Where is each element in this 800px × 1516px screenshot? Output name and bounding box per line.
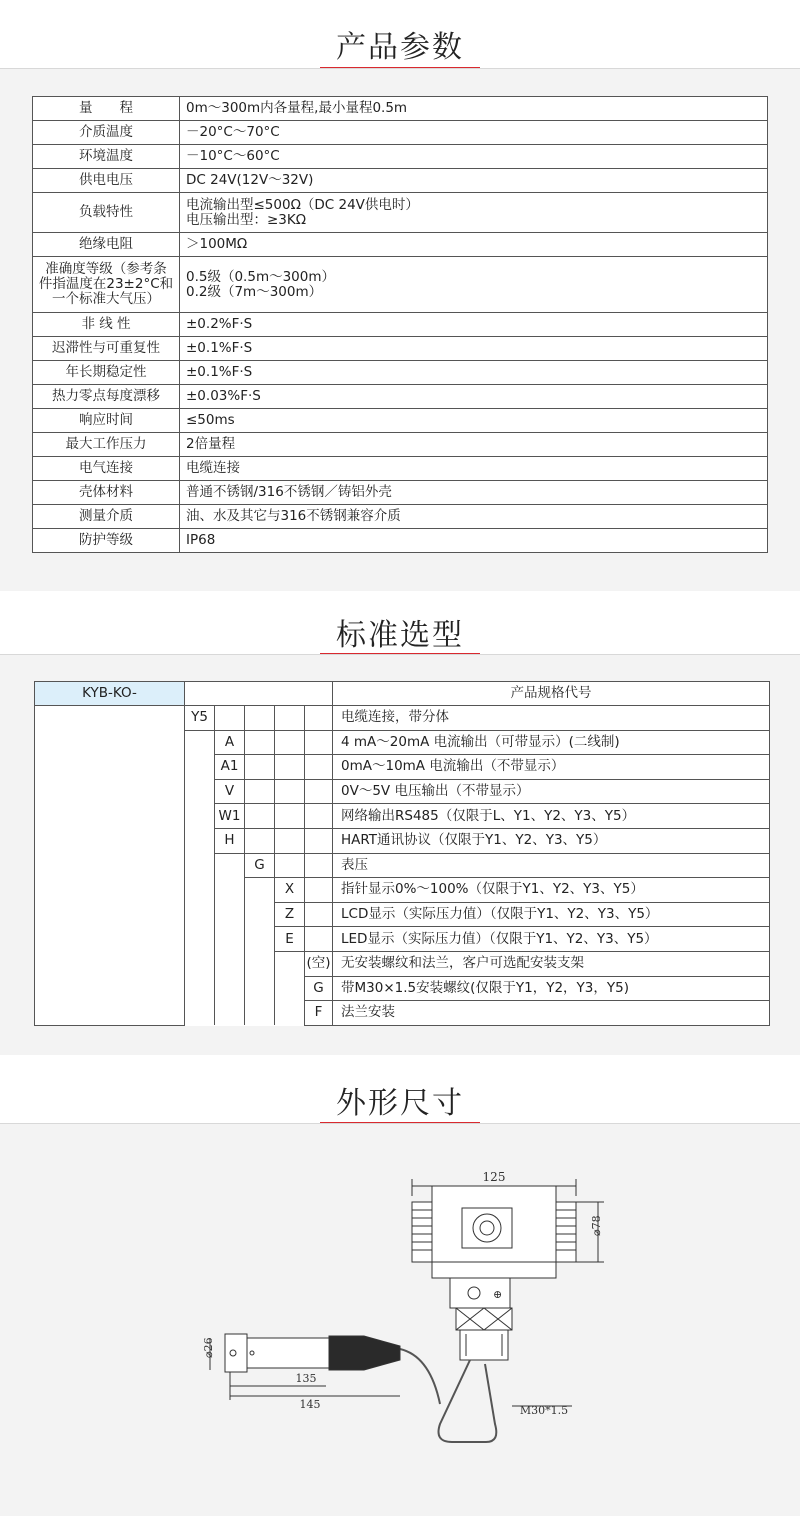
- empty-code-cell: [185, 902, 215, 927]
- param-value-line: 2倍量程: [186, 436, 236, 452]
- code-desc: 4 mA～20mA 电流输出（可带显示）(二线制): [333, 730, 770, 755]
- param-name: [33, 313, 180, 337]
- empty-code-cell: [185, 804, 215, 829]
- desc-header: 产品规格代号: [333, 682, 770, 706]
- empty-code-cell: [245, 730, 275, 755]
- param-name-line: 防护等级: [79, 532, 133, 548]
- empty-code-cell: [245, 755, 275, 780]
- empty-code-cell: [215, 878, 245, 903]
- empty-code-cell: [245, 878, 275, 903]
- param-value-line: 0.5级（0.5m～300m）: [186, 268, 336, 285]
- param-name-line: 测量介质: [79, 508, 133, 524]
- param-value-line: IP68: [186, 532, 216, 548]
- param-name: [33, 121, 180, 145]
- empty-code-cell: [185, 951, 215, 976]
- code-desc: 0V～5V 电压输出（不带显示）: [333, 779, 770, 804]
- param-name: [33, 337, 180, 361]
- code-desc: 表压: [333, 853, 770, 878]
- code-cell: X: [275, 878, 305, 903]
- param-name: [33, 145, 180, 169]
- empty-code-cell: [275, 730, 305, 755]
- code-cell: Z: [275, 902, 305, 927]
- dim-thread: M30*1.5: [519, 1404, 569, 1417]
- param-name: [33, 433, 180, 457]
- empty-code-cell: [245, 828, 275, 853]
- code-cell: H: [215, 828, 245, 853]
- empty-code-cell: [305, 927, 333, 952]
- param-value-line: 0.2级（7m～300m）: [186, 283, 323, 300]
- empty-code-cell: [245, 902, 275, 927]
- param-value-line: 油、水及其它与316不锈钢兼容介质: [186, 508, 401, 524]
- params-row: [33, 257, 768, 313]
- empty-code-cell: [245, 706, 275, 731]
- params-row: [33, 193, 768, 233]
- param-value-line: ±0.03%F·S: [186, 388, 261, 404]
- param-name: [33, 193, 180, 233]
- param-name-line: 环境温度: [79, 148, 133, 164]
- params-row: [33, 337, 768, 361]
- param-value: [180, 481, 768, 505]
- empty-code-cell: [305, 828, 333, 853]
- pressure-probe: [225, 1334, 400, 1372]
- params-row: [33, 313, 768, 337]
- param-value: [180, 121, 768, 145]
- params-row: [33, 169, 768, 193]
- param-name: [33, 481, 180, 505]
- empty-code-cell: [305, 706, 333, 731]
- empty-code-cell: [215, 976, 245, 1001]
- empty-code-cell: [245, 951, 275, 976]
- empty-code-cell: [305, 853, 333, 878]
- empty-code-cell: [215, 706, 245, 731]
- param-value-line: 电缆连接: [186, 460, 240, 476]
- param-name-line: 非 线 性: [81, 316, 131, 332]
- empty-code-cell: [215, 902, 245, 927]
- param-name-line: 负载特性: [79, 204, 133, 220]
- empty-code-cell: [185, 976, 215, 1001]
- param-value-line: ＞100MΩ: [186, 236, 248, 252]
- code-cell: (空): [305, 951, 333, 976]
- empty-code-cell: [275, 804, 305, 829]
- param-value: [180, 433, 768, 457]
- params-row: [33, 121, 768, 145]
- param-name: [33, 385, 180, 409]
- selection-header-row: [35, 682, 770, 706]
- dimension-drawing: [0, 1124, 800, 1515]
- empty-code-cell: [185, 878, 215, 903]
- empty-code-cell: [275, 755, 305, 780]
- empty-code-cell: [245, 976, 275, 1001]
- empty-code-cell: [185, 1001, 215, 1026]
- param-value: [180, 193, 768, 233]
- param-value: [180, 97, 768, 121]
- param-name-line: 件指温度在23±2°C和: [38, 276, 174, 292]
- code-desc: 带M30×1.5安装螺纹(仅限于Y1，Y2，Y3，Y5): [333, 976, 770, 1001]
- selection-row: [35, 706, 770, 731]
- dim-dia-26: ⌀26: [202, 1337, 215, 1358]
- empty-code-cell: [305, 755, 333, 780]
- params-row: [33, 529, 768, 553]
- param-value: [180, 313, 768, 337]
- params-row: [33, 385, 768, 409]
- params-section-title: 产品参数: [336, 30, 464, 65]
- select-section-title: 标准选型: [336, 618, 464, 653]
- param-name: [33, 529, 180, 553]
- param-value: [180, 409, 768, 433]
- empty-code-cell: [245, 779, 275, 804]
- dims-section-title: 外形尺寸: [336, 1086, 464, 1121]
- param-value-line: 普通不锈钢/316不锈钢／铸铝外壳: [186, 484, 392, 500]
- param-value: [180, 233, 768, 257]
- selection-table: [34, 681, 770, 1026]
- dim-len-135: 135: [295, 1372, 317, 1385]
- empty-code-cell: [275, 853, 305, 878]
- params-row: [33, 505, 768, 529]
- param-value-line: 电压输出型：≥3KΩ: [186, 211, 307, 228]
- params-row: [33, 233, 768, 257]
- code-desc: 法兰安装: [333, 1001, 770, 1026]
- header-blank: [185, 682, 333, 706]
- model-code: KYB-KO-: [35, 682, 185, 706]
- param-name-line: 电气连接: [79, 460, 133, 476]
- param-name-line: 准确度等级（参考条: [45, 261, 167, 277]
- param-value-line: ±0.1%F·S: [186, 340, 253, 356]
- empty-code-cell: [275, 1001, 305, 1026]
- param-value-line: ≤50ms: [186, 412, 235, 428]
- param-value: [180, 361, 768, 385]
- code-cell: V: [215, 779, 245, 804]
- empty-code-cell: [275, 779, 305, 804]
- param-name-line: 最大工作压力: [65, 436, 147, 452]
- selection-table-body: [35, 682, 770, 1026]
- empty-code-cell: [275, 828, 305, 853]
- params-row: [33, 433, 768, 457]
- empty-code-cell: [245, 804, 275, 829]
- param-value-line: DC 24V(12V～32V): [186, 172, 314, 188]
- code-desc: 电缆连接，带分体: [333, 706, 770, 731]
- code-cell: G: [305, 976, 333, 1001]
- param-value-line: ±0.1%F·S: [186, 364, 253, 380]
- code-cell: G: [245, 853, 275, 878]
- empty-code-cell: [215, 927, 245, 952]
- params-row: [33, 145, 768, 169]
- empty-code-cell: [215, 1001, 245, 1026]
- params-row: [33, 481, 768, 505]
- param-value-line: －20°C～70°C: [186, 124, 280, 140]
- param-name-line: 介质温度: [79, 124, 133, 140]
- param-value-line: ±0.2%F·S: [186, 316, 253, 332]
- code-desc: LED显示（实际压力值）（仅限于Y1、Y2、Y3、Y5）: [333, 927, 770, 952]
- code-cell: F: [305, 1001, 333, 1026]
- param-name-line: 年长期稳定性: [65, 364, 147, 380]
- param-name: [33, 361, 180, 385]
- code-cell: W1: [215, 804, 245, 829]
- empty-code-cell: [275, 951, 305, 976]
- param-name-line: 响应时间: [79, 412, 133, 428]
- param-value: [180, 145, 768, 169]
- empty-code-cell: [185, 853, 215, 878]
- param-name-line: 热力零点每度漂移: [52, 388, 160, 404]
- params-row: [33, 409, 768, 433]
- code-desc: 指针显示0%～100%（仅限于Y1、Y2、Y3、Y5）: [333, 878, 770, 903]
- param-name-line: 绝缘电阻: [79, 236, 133, 252]
- param-value: [180, 257, 768, 313]
- param-name: [33, 409, 180, 433]
- param-value-line: －10°C～60°C: [186, 148, 280, 164]
- empty-code-cell: [185, 755, 215, 780]
- param-name-line: 量 程: [79, 100, 133, 116]
- param-value: [180, 529, 768, 553]
- param-value: [180, 457, 768, 481]
- empty-code-cell: [185, 730, 215, 755]
- code-desc: LCD显示（实际压力值）（仅限于Y1、Y2、Y3、Y5）: [333, 902, 770, 927]
- param-value-line: 0m～300m内各量程,最小量程0.5m: [186, 100, 408, 116]
- cable: [439, 1360, 497, 1442]
- param-name: [33, 97, 180, 121]
- empty-code-cell: [305, 779, 333, 804]
- dim-width-125: 125: [482, 1170, 506, 1184]
- empty-code-cell: [245, 1001, 275, 1026]
- empty-code-cell: [305, 804, 333, 829]
- code-desc: HART通讯协议（仅限于Y1、Y2、Y3、Y5）: [333, 828, 770, 853]
- param-value: [180, 385, 768, 409]
- empty-code-cell: [245, 927, 275, 952]
- params-row: [33, 97, 768, 121]
- svg-text:⊕: ⊕: [493, 1288, 503, 1301]
- model-blank-cell: [35, 706, 185, 1026]
- param-value: [180, 169, 768, 193]
- code-cell: E: [275, 927, 305, 952]
- param-name: [33, 233, 180, 257]
- param-name-line: 供电电压: [79, 172, 133, 188]
- param-name: [33, 457, 180, 481]
- empty-code-cell: [215, 951, 245, 976]
- code-cell: Y5: [185, 706, 215, 731]
- param-name-line: 壳体材料: [79, 484, 133, 500]
- empty-code-cell: [185, 927, 215, 952]
- empty-code-cell: [215, 853, 245, 878]
- empty-code-cell: [305, 878, 333, 903]
- param-name: [33, 257, 180, 313]
- transmitter-housing: [412, 1186, 576, 1360]
- empty-code-cell: [305, 902, 333, 927]
- param-value: [180, 505, 768, 529]
- code-cell: A1: [215, 755, 245, 780]
- dim-dia-78: ⌀78: [590, 1215, 603, 1236]
- code-desc: 无安装螺纹和法兰，客户可选配安装支架: [333, 951, 770, 976]
- dim-len-145: 145: [299, 1398, 321, 1411]
- params-table-body: [33, 97, 768, 553]
- param-value-line: 电流输出型≤500Ω（DC 24V供电时）: [186, 196, 419, 213]
- empty-code-cell: [305, 730, 333, 755]
- empty-code-cell: [185, 828, 215, 853]
- code-desc: 网络输出RS485（仅限于L、Y1、Y2、Y3、Y5）: [333, 804, 770, 829]
- param-name-line: 一个标准大气压）: [52, 291, 160, 307]
- empty-code-cell: [185, 779, 215, 804]
- param-value: [180, 337, 768, 361]
- code-cell: A: [215, 730, 245, 755]
- empty-code-cell: [275, 976, 305, 1001]
- params-table: [32, 96, 768, 553]
- params-row: [33, 361, 768, 385]
- param-name: [33, 505, 180, 529]
- empty-code-cell: [275, 706, 305, 731]
- params-row: [33, 457, 768, 481]
- param-name-line: 迟滞性与可重复性: [52, 340, 160, 356]
- param-name: [33, 169, 180, 193]
- code-desc: 0mA～10mA 电流输出（不带显示）: [333, 755, 770, 780]
